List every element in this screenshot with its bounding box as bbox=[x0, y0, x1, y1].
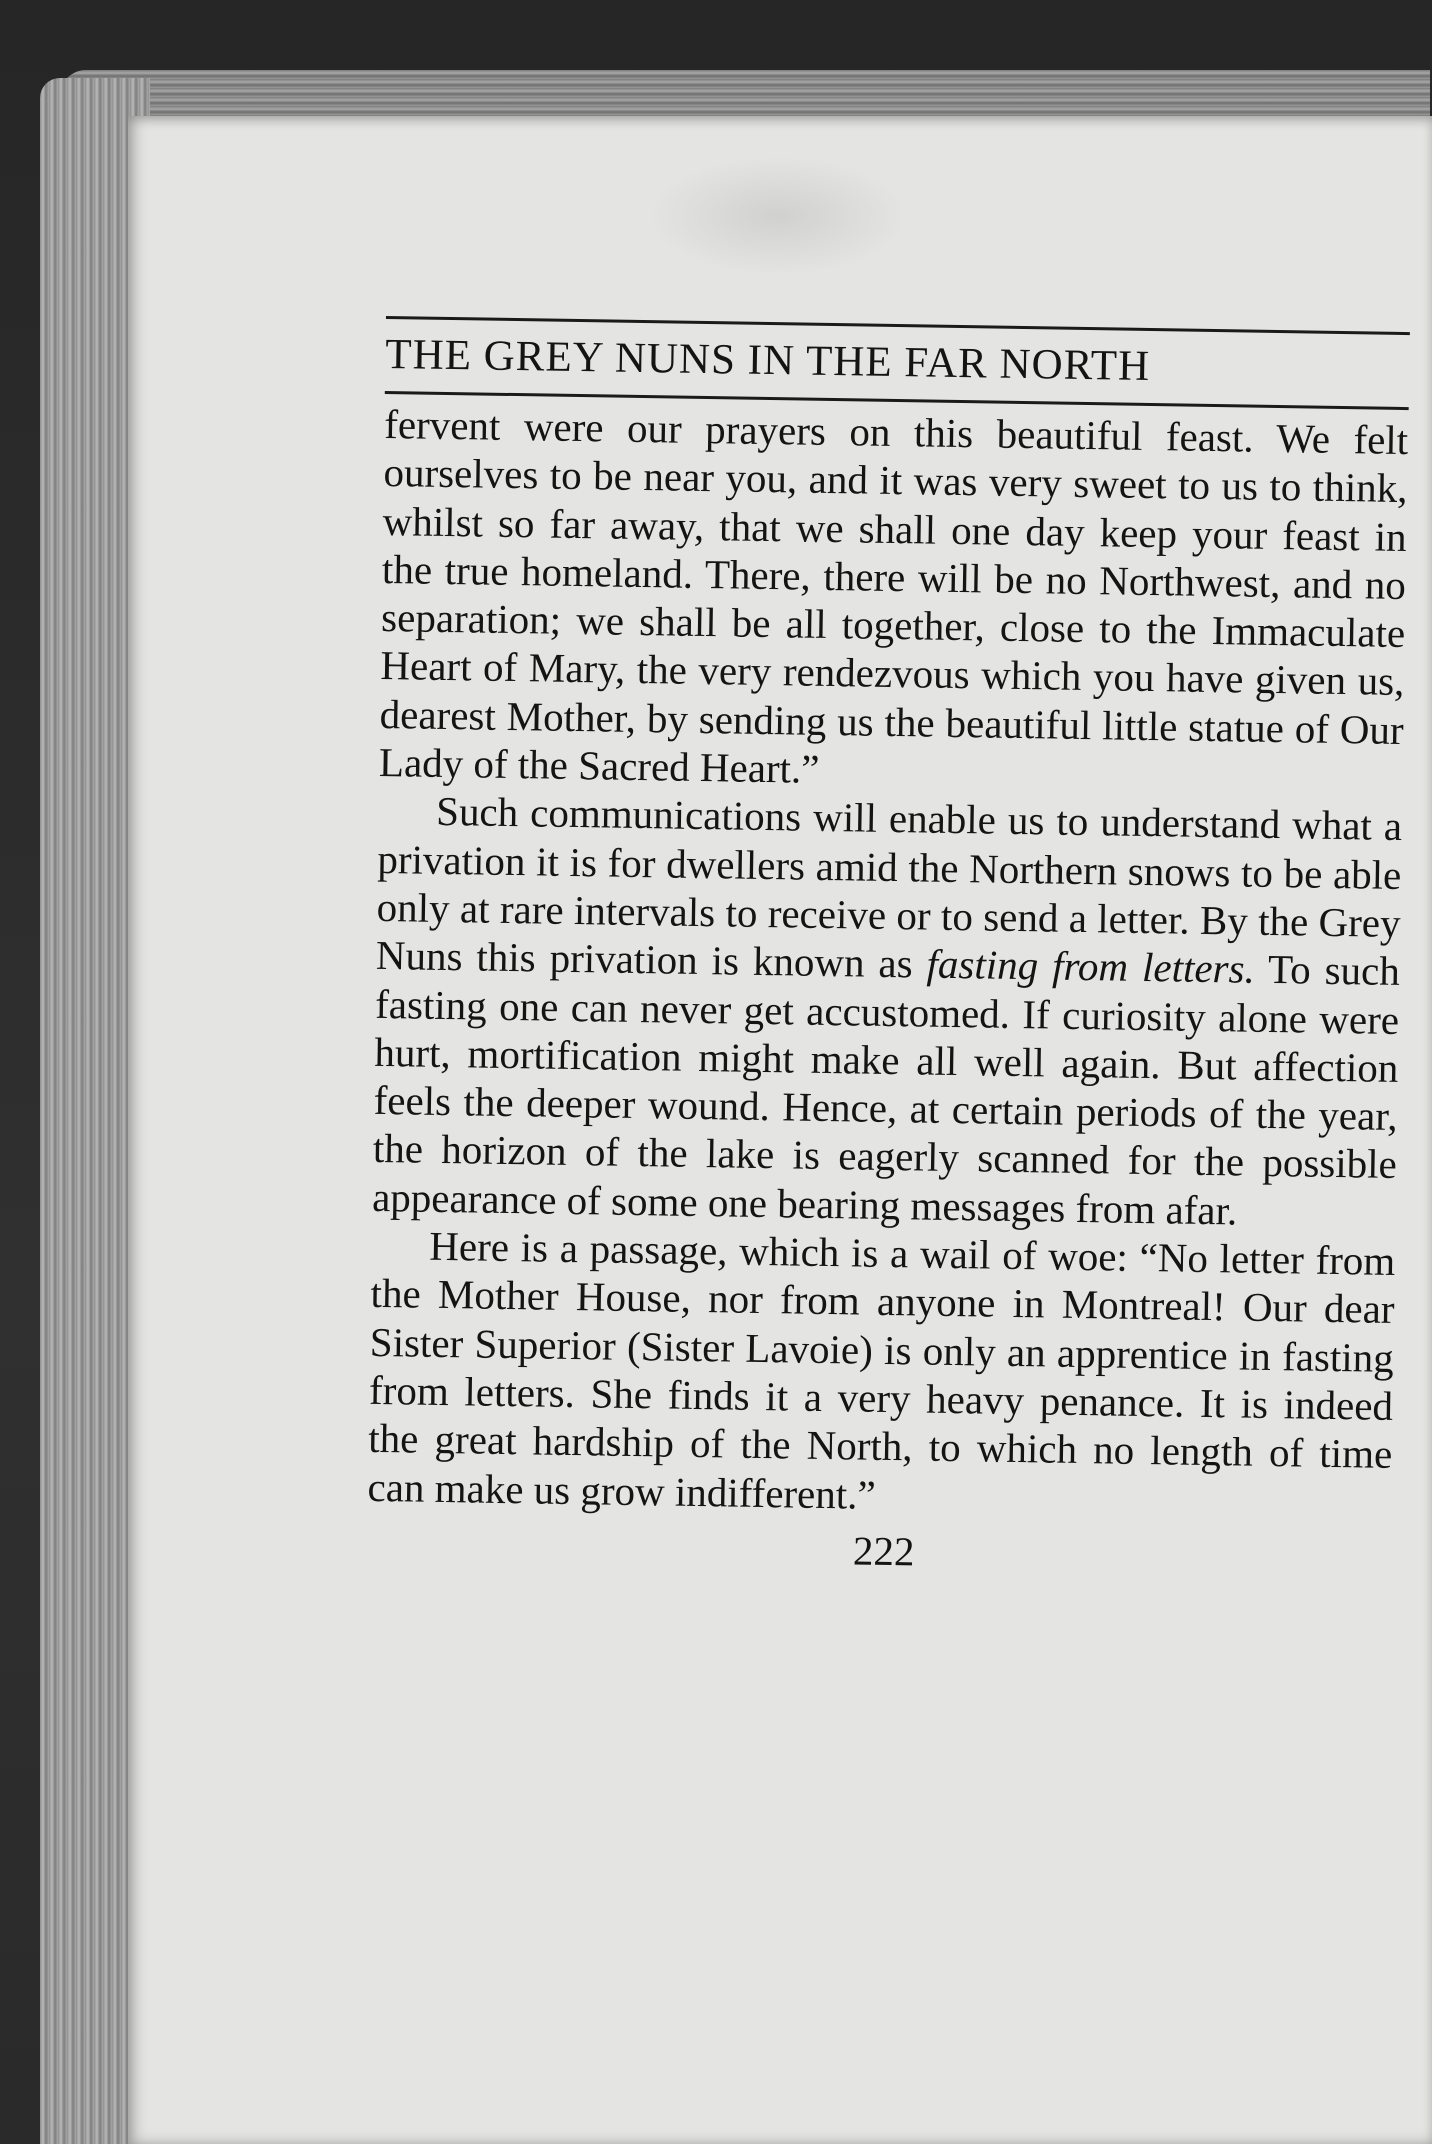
paragraph-2-end: To such fasting one can never get accustomed. If curiosity alone were hurt, mortification might make all well again. But affection feels the deeper wound. Hence, at certain periods of the year, the horizon of the lake is eagerly scanned for the possible appearance of some one bearing messages from afar. bbox=[371, 945, 1401, 1234]
italic-phrase: fasting from letters. bbox=[926, 940, 1256, 992]
paragraph-2 bbox=[372, 786, 1403, 1237]
body-text bbox=[367, 400, 1408, 1527]
page-content bbox=[366, 316, 1410, 1583]
book-page bbox=[128, 116, 1432, 2144]
running-head: THE GREY NUNS IN THE FAR NORTH bbox=[385, 330, 1151, 391]
page-number: 222 bbox=[852, 1527, 915, 1575]
paragraph-2-start: Such communications will enable us to understand what a privation it is for dwellers amid the Northern snows to be able only at rare intervals to receive or to send a letter. By the Grey Nuns this privation is known as bbox=[375, 788, 1403, 987]
paragraph-3: Here is a passage, which is a wail of woe: “No letter from the Mother House, nor from anyone in Montreal! Our dear Sister Superior (Sister Lavoie) is only an apprentice in fasting from letters. She finds it a very heavy penance. It is indeed the great hardship of the North, to which no length of time can make us grow indifferent.” bbox=[367, 1222, 1396, 1518]
paper-smudge bbox=[648, 156, 908, 276]
paragraph-1: fervent were our prayers on this beautiful feast. We felt ourselves to be near you, and it was very sweet to us to think, whilst so far away, that we shall one day keep your feast in the true homeland. There, there will be no Northwest, and no separation; we shall be all together, close to the Immaculate Heart of Mary, the very rendezvous which you have given us, dearest Mother, by sending us the beautiful little statue of Our Lady of the Sacred Heart.” bbox=[378, 400, 1409, 792]
